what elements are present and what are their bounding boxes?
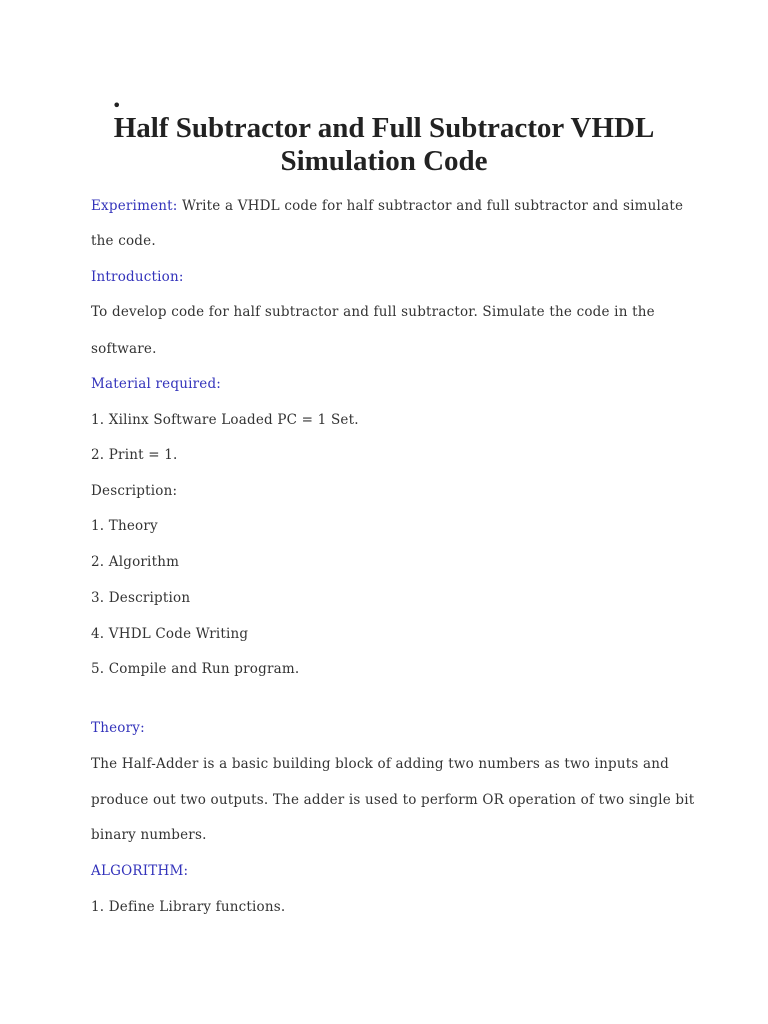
introduction-heading: Introduction:	[91, 269, 184, 285]
algorithm-item: 1. Define Library functions.	[91, 899, 286, 915]
experiment-text-cont: the code.	[91, 233, 156, 249]
experiment-label: Experiment:	[91, 198, 178, 214]
theory-text: binary numbers.	[91, 827, 207, 843]
material-item: 1. Xilinx Software Loaded PC = 1 Set.	[91, 412, 359, 428]
bullet-marker: •	[112, 96, 122, 115]
description-heading: Description:	[91, 483, 178, 499]
experiment-text: Write a VHDL code for half subtractor and full subtractor and simulate	[182, 198, 684, 214]
description-item: 1. Theory	[91, 518, 158, 534]
theory-text: The Half-Adder is a basic building block of adding two numbers as two inputs and	[91, 756, 669, 772]
algorithm-heading: ALGORITHM:	[91, 863, 189, 879]
page-title	[60, 112, 708, 178]
experiment-paragraph	[91, 198, 683, 214]
material-heading: Material required:	[91, 376, 222, 392]
material-item: 2. Print = 1.	[91, 447, 178, 463]
description-item: 4. VHDL Code Writing	[91, 626, 249, 642]
title-line-2: Simulation Code	[280, 145, 488, 177]
theory-text: produce out two outputs. The adder is used to perform OR operation of two single bit	[91, 792, 695, 808]
description-item: 2. Algorithm	[91, 554, 180, 570]
description-item: 5. Compile and Run program.	[91, 661, 300, 677]
theory-heading: Theory:	[91, 720, 145, 736]
introduction-text: To develop code for half subtractor and full subtractor. Simulate the code in the	[91, 304, 655, 320]
title-line-1: Half Subtractor and Full Subtractor VHDL	[113, 112, 655, 144]
introduction-text-cont: software.	[91, 341, 157, 357]
description-item: 3. Description	[91, 590, 191, 606]
